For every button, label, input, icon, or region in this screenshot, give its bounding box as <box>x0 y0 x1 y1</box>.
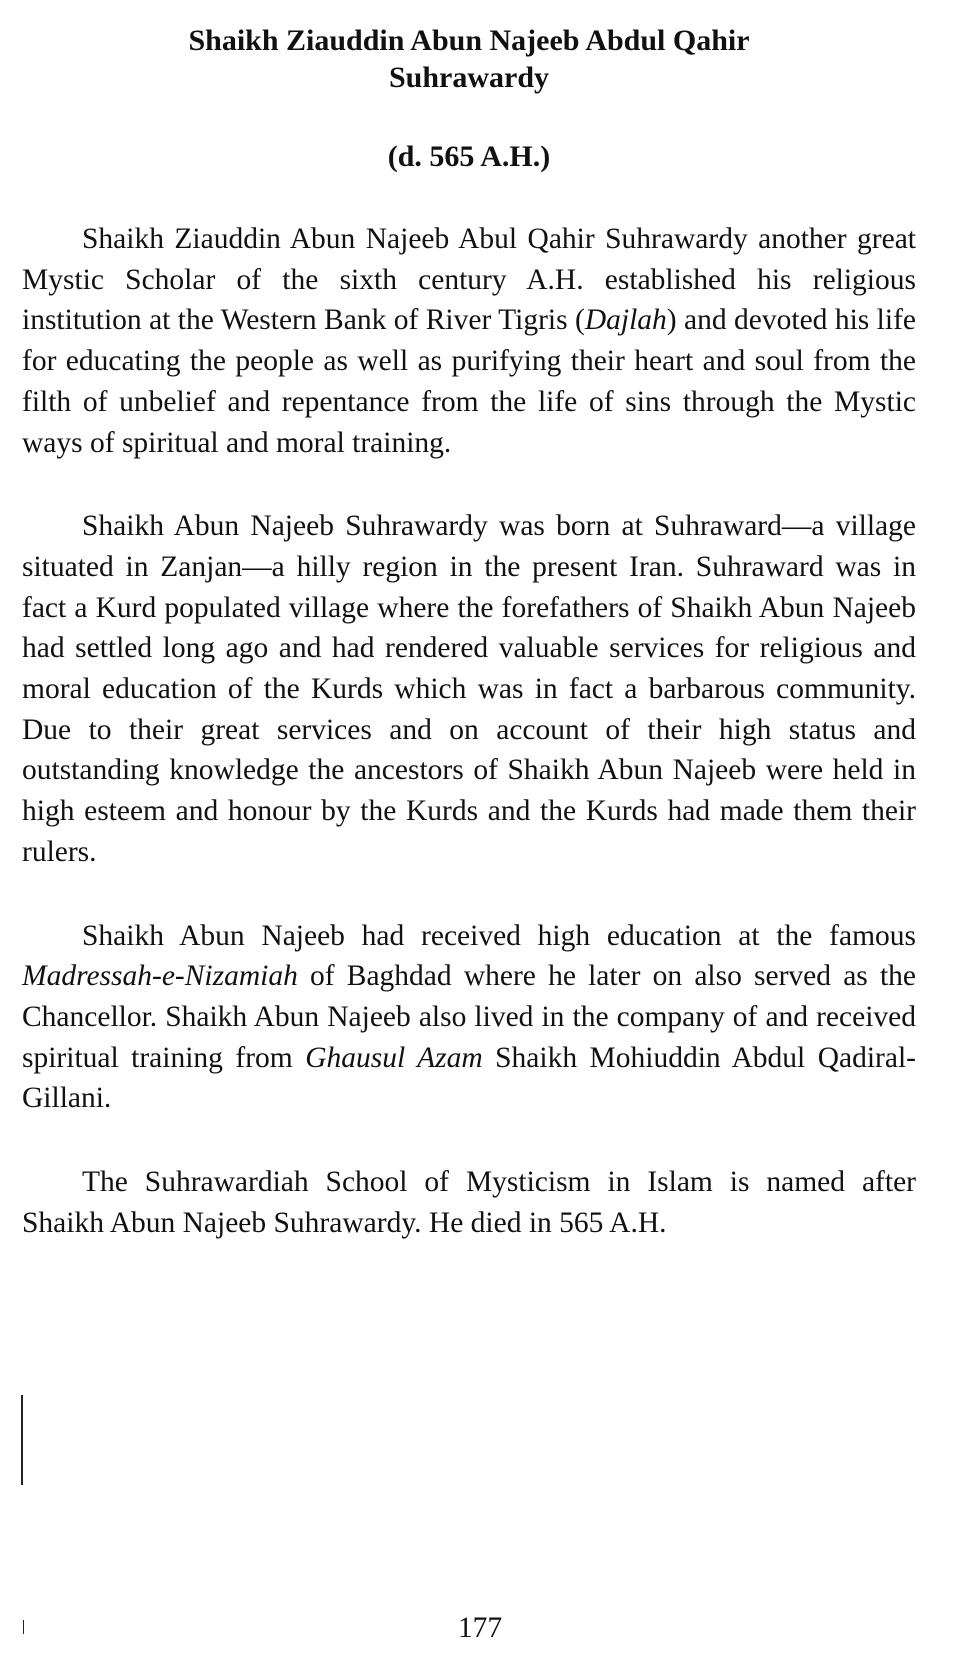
death-date: (d. 565 A.H.) <box>387 140 551 173</box>
chapter-title-line-2: Suhrawardy <box>388 61 550 94</box>
paragraph-3 <box>22 916 916 1120</box>
paragraph-4-text-a: The Suhrawardiah School of Mysticism in Islam is named after Shaikh Abun Najeeb Suhrawardy. He died in 565 A.H. <box>22 1166 916 1239</box>
paragraph-1-text-b: ) and devoted his life for educating the people as well as purifying their heart and soul from the filth of unbelief and repentance from the life of sins through the Mystic ways of spiritual and moral training. <box>22 304 916 459</box>
paragraph-3-italic-b: Ghausul Azam <box>305 1041 483 1074</box>
paragraph-3-italic-a: Madressah-e-Nizamiah <box>22 960 298 993</box>
paragraph-1-text-a: Shaikh Ziauddin Abun Najeeb Abul Qahir Suhrawardy another great Mystic Scholar of the sixth century A.H. established his religious institution at the Western Bank of River Tigris ( <box>22 223 916 337</box>
paragraph-3-text-b: of Baghdad where he later on also served as the Chancellor. Shaikh Abun Najeeb also lived in the company of and received spiritual training from <box>22 960 916 1074</box>
paragraph-3-text-c: Shaikh Mohiuddin Abdul Qadiral-Gillani. <box>22 1041 916 1115</box>
paragraph-2-text-a: Shaikh Abun Najeeb Suhrawardy was born at Suhraward—a village situated in Zanjan—a hilly region in the present Iran. Suhraward was in fact a Kurd populated village where the forefathers of Shaikh Abun Najeeb had settled long ago and had rendered valuable services for religious and moral education of the Kurds which was in fact a barbarous community. Due to their great services and on account of their high status and outstanding knowledge the ancestors of Shaikh Abun Najeeb were held in high esteem and honour by the Kurds and the Kurds had made them their rulers. <box>22 510 916 868</box>
scan-edge-mark <box>21 1395 23 1485</box>
page-number: 177 <box>457 1612 503 1644</box>
paragraph-4 <box>22 1162 916 1243</box>
paragraph-1-italic-a: Dajlah <box>584 304 667 337</box>
paragraph-2 <box>22 506 916 872</box>
paragraph-1 <box>22 219 916 463</box>
chapter-title-line-1: Shaikh Ziauddin Abun Najeeb Abdul Qahir <box>188 24 750 57</box>
chapter-title <box>22 22 916 96</box>
paragraph-3-text-a: Shaikh Abun Najeeb had received high education at the famous <box>82 919 916 952</box>
